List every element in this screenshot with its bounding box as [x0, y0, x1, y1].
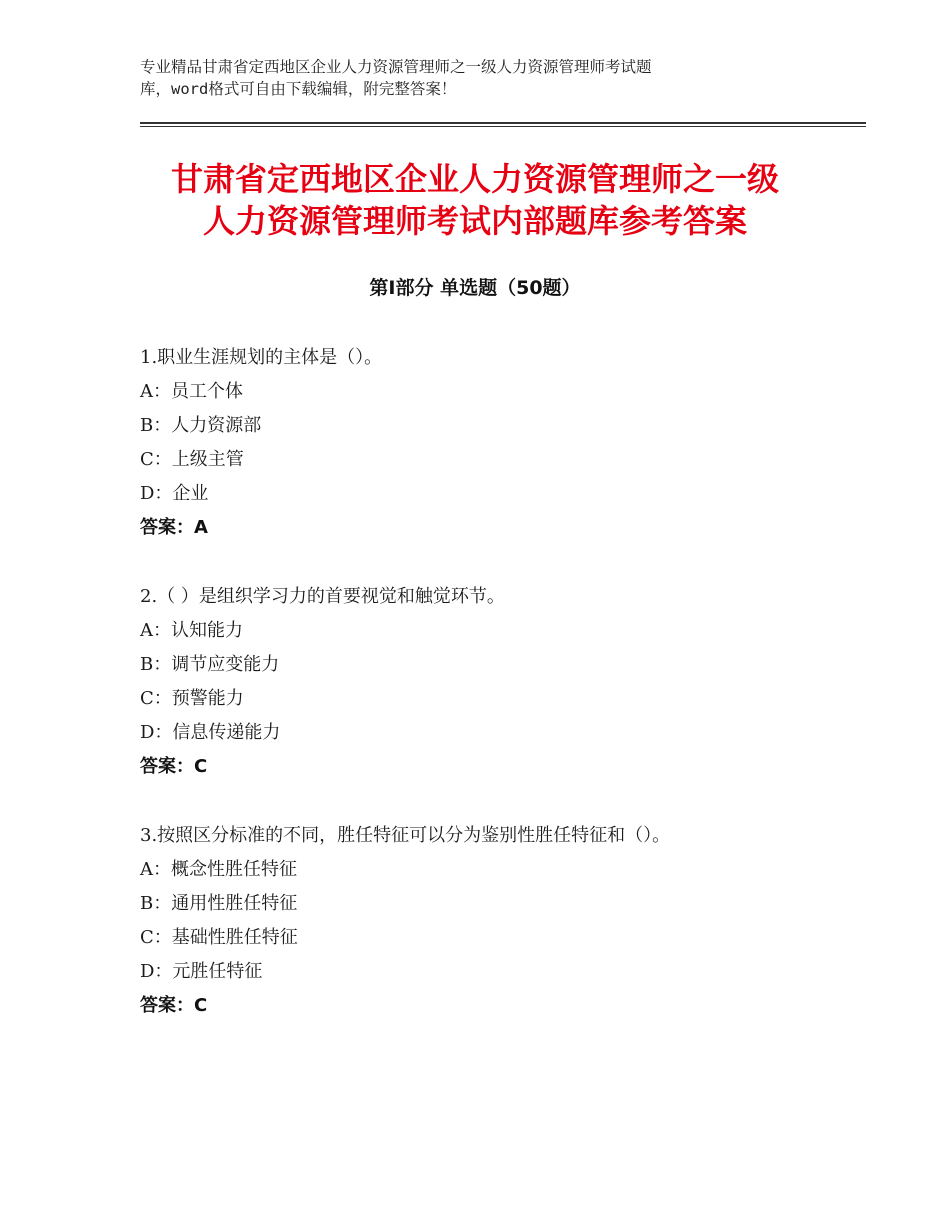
answer-key: 答案：A: [140, 517, 208, 538]
document-title-line-2: 人力资源管理师考试内部题库参考答案: [202, 202, 747, 240]
option-b: B：调节应变能力: [140, 654, 280, 675]
header-note: [140, 56, 780, 100]
header-divider-thin: [140, 126, 866, 127]
option-c: C：预警能力: [140, 688, 244, 709]
option-b: B：通用性胜任特征: [140, 893, 298, 914]
option-a: A：认知能力: [140, 620, 243, 641]
option-a: A：员工个体: [140, 381, 243, 402]
document-title: [100, 158, 850, 242]
header-note-line-1: 专业精品甘肃省定西地区企业人力资源管理师之一级人力资源管理师考试题: [140, 58, 652, 76]
question-list: [140, 341, 860, 1058]
question-1: [140, 341, 860, 545]
header-note-line-2: 库，word格式可自由下载编辑，附完整答案！: [140, 80, 457, 98]
question-stem: 3.按照区分标准的不同，胜任特征可以分为鉴别性胜任特征和（）。: [140, 825, 671, 846]
option-a: A：概念性胜任特征: [140, 859, 297, 880]
option-c: C：上级主管: [140, 449, 244, 470]
option-d: D：元胜任特征: [140, 961, 263, 982]
question-stem: 1.职业生涯规划的主体是（）。: [140, 347, 383, 368]
question-stem: 2.（ ）是组织学习力的首要视觉和触觉环节。: [140, 586, 505, 607]
option-d: D：信息传递能力: [140, 722, 281, 743]
question-2: [140, 580, 860, 784]
question-3: [140, 819, 860, 1023]
option-b: B：人力资源部: [140, 415, 262, 436]
header-divider-thick: [140, 122, 866, 124]
document-title-line-1: 甘肃省定西地区企业人力资源管理师之一级: [170, 160, 779, 198]
answer-key: 答案：C: [140, 756, 208, 777]
option-c: C：基础性胜任特征: [140, 927, 298, 948]
section-heading: 第Ⅰ部分 单选题（50题）: [369, 277, 581, 299]
answer-key: 答案：C: [140, 995, 208, 1016]
option-d: D：企业: [140, 483, 209, 504]
